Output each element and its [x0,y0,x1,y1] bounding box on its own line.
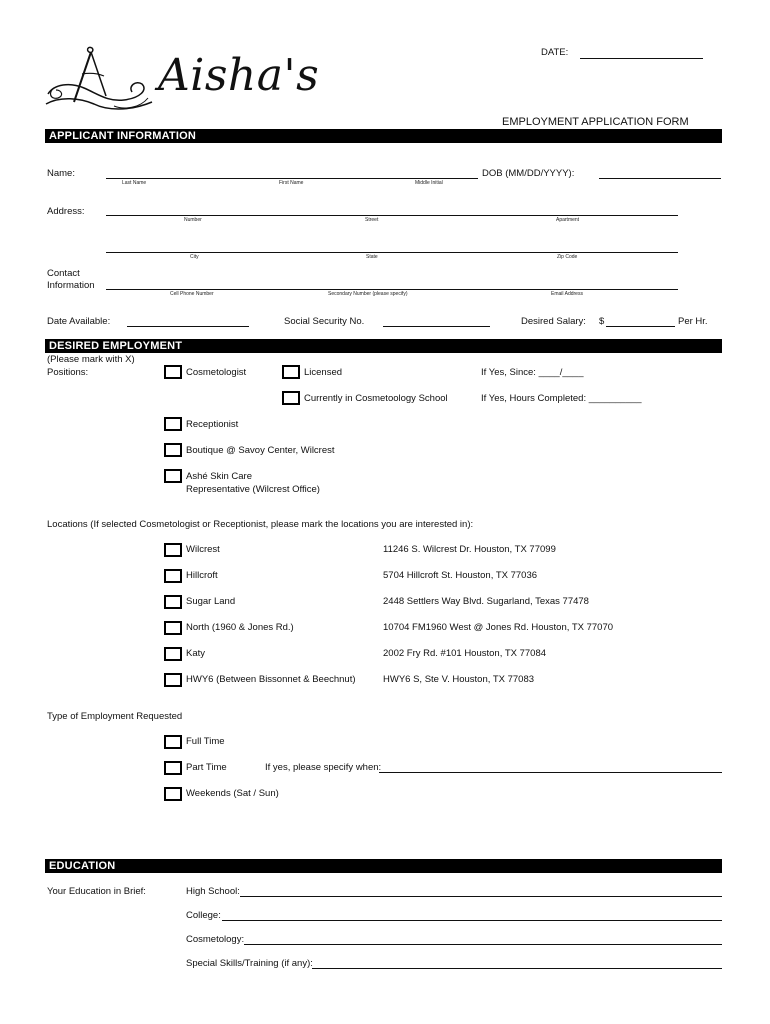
location-address: 2002 Fry Rd. #101 Houston, TX 77084 [383,648,547,659]
if-yes-since-label: If Yes, Since: ____/____ [481,367,584,378]
number-caption: Number [184,217,202,223]
part-time-when-field[interactable] [379,760,722,773]
receptionist-label: Receptionist [186,419,239,430]
location-address: HWY6 S, Ste V. Houston, TX 77083 [383,674,535,685]
weekends-label: Weekends (Sat / Sun) [186,788,279,799]
secondary-caption: Secondary Number (please specify) [328,291,408,297]
section-header-education [45,859,722,873]
middle-initial-caption: Middle Initial [415,180,443,186]
zip-caption: Zip Code [557,254,578,260]
high-school-label: High School: [186,886,240,897]
location-address: 2448 Settlers Way Blvd. Sugarland, Texas 77478 [383,596,589,607]
desired-salary-field[interactable] [606,314,675,327]
employment-type-label: Type of Employment Requested [47,711,183,722]
section-title: APPLICANT INFORMATION [49,130,196,142]
college-label: College: [186,910,221,921]
part-time-when-label: If yes, please specify when: [265,762,382,773]
location-checkbox[interactable] [164,543,182,557]
part-time-label: Part Time [186,762,227,773]
email-caption: Email Address [551,291,583,297]
cosmetologist-checkbox[interactable] [164,365,182,379]
part-time-checkbox[interactable] [164,761,182,775]
per-hr-label: Per Hr. [678,316,708,327]
street-caption: Street [365,217,379,223]
cell-caption: Cell Phone Number [170,291,214,297]
first-name-caption: First Name [279,180,304,186]
ssn-label: Social Security No. [284,316,365,327]
dob-field[interactable] [599,166,721,179]
please-mark-note: (Please mark with X) [47,354,135,365]
date-available-field[interactable] [127,314,249,327]
ashe-label-line2: Representative (Wilcrest Office) [186,484,320,495]
boutique-label: Boutique @ Savoy Center, Wilcrest [186,445,335,456]
location-checkbox[interactable] [164,595,182,609]
contact-label-line1: Contact [47,268,80,279]
contact-label-line2: Information [47,280,95,291]
licensed-checkbox[interactable] [282,365,300,379]
section-header-applicant [45,129,722,143]
location-checkbox[interactable] [164,621,182,635]
positions-label: Positions: [47,367,89,378]
cosmetology-label: Cosmetology: [186,934,245,945]
location-name: HWY6 (Between Bissonnet & Beechnut) [186,674,356,685]
date-label: DATE: [541,47,569,58]
name-field[interactable] [106,166,478,179]
contact-field[interactable] [106,277,678,290]
location-name: Sugar Land [186,596,236,607]
weekends-checkbox[interactable] [164,787,182,801]
special-skills-field[interactable] [312,956,722,969]
date-field[interactable] [580,46,703,59]
locations-intro: Locations (If selected Cosmetologist or Receptionist, please mark the locations you are interested in): [47,519,474,530]
licensed-label: Licensed [304,367,343,378]
special-skills-label: Special Skills/Training (if any): [186,958,313,969]
location-checkbox[interactable] [164,647,182,661]
location-checkbox[interactable] [164,569,182,583]
high-school-field[interactable] [240,884,722,897]
boutique-checkbox[interactable] [164,443,182,457]
state-caption: State [366,254,378,260]
location-address: 11246 S. Wilcrest Dr. Houston, TX 77099 [383,544,556,555]
college-field[interactable] [222,908,722,921]
ssn-field[interactable] [383,314,490,327]
location-name: Katy [186,648,206,659]
cosmetologist-label: Cosmetologist [186,367,247,378]
dob-label: DOB (MM/DD/YYYY): [482,168,575,179]
full-time-checkbox[interactable] [164,735,182,749]
location-name: Hillcroft [186,570,218,581]
cosmetology-school-checkbox[interactable] [282,391,300,405]
location-address: 10704 FM1960 West @ Jones Rd. Houston, TX 77070 [383,622,614,633]
name-label: Name: [47,168,75,179]
address-line-2-field[interactable] [106,240,678,253]
address-label: Address: [47,206,85,217]
dollar-sign: $ [599,316,605,327]
logo-emblem-icon [44,44,156,114]
location-name: Wilcrest [186,544,220,555]
cosmetology-field[interactable] [244,932,722,945]
city-caption: City [190,254,199,260]
full-time-label: Full Time [186,736,225,747]
ashe-label-line1: Ashé Skin Care [186,471,253,482]
location-address: 5704 Hillcroft St. Houston, TX 77036 [383,570,538,581]
receptionist-checkbox[interactable] [164,417,182,431]
form-title: EMPLOYMENT APPLICATION FORM [502,116,689,128]
address-line-1-field[interactable] [106,203,678,216]
location-name: North (1960 & Jones Rd.) [186,622,294,633]
date-available-label: Date Available: [47,316,111,327]
section-title: EDUCATION [49,860,116,872]
if-yes-hours-label: If Yes, Hours Completed: __________ [481,393,642,404]
location-checkbox[interactable] [164,673,182,687]
ashe-skin-care-checkbox[interactable] [164,469,182,483]
section-title: DESIRED EMPLOYMENT [49,340,183,352]
cosmetology-school-label: Currently in Cosmetoology School [304,393,448,404]
desired-salary-label: Desired Salary: [521,316,586,327]
education-brief-label: Your Education in Brief: [47,886,146,897]
brand-logo-text: Aisha's [158,50,320,101]
last-name-caption: Last Name [122,180,147,186]
apartment-caption: Apartment [556,217,580,223]
section-header-desired [45,339,722,353]
